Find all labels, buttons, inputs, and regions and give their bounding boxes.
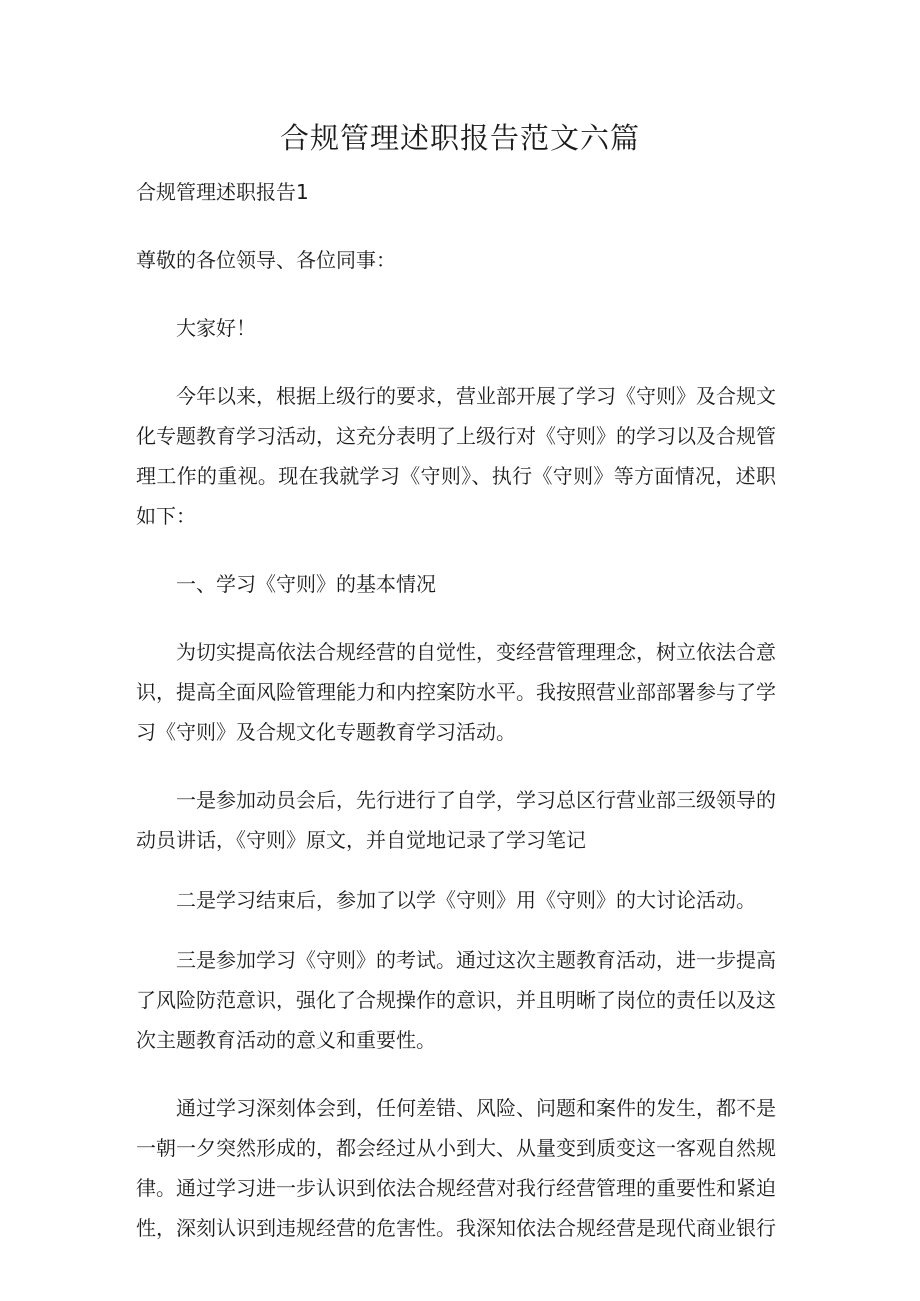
document-body (136, 172, 776, 1248)
body-paragraph: 三是参加学习《守则》的考试。通过这次主题教育活动，进一步提高了风险防范意识，强化了合规操作的意识，并且明晰了岗位的责任以及这次主题教育活动的意义和重要性。 (136, 948, 776, 1052)
greeting-paragraph: 大家好！ (176, 316, 256, 340)
body-paragraph: 通过学习深刻体会到，任何差错、风险、问题和案件的发生，都不是一朝一夕突然形成的，都会经过从小到大、从量变到质变这一客观自然规律。通过学习进一步认识到依法合规经营对我行经营管理的重要性和紧迫性，深刻认识到违规经营的危害性。我深知依法合规经营是现代商业银行 (136, 1096, 776, 1240)
document-title: 合规管理述职报告范文六篇 (279, 121, 640, 155)
intro-paragraph: 今年以来，根据上级行的要求，营业部开展了学习《守则》及合规文化专题教育学习活动，这充分表明了上级行对《守则》的学习以及合规管理工作的重视。现在我就学习《守则》、执行《守则》等方面情况，述职如下： (136, 384, 776, 528)
body-paragraph: 二是学习结束后，参加了以学《守则》用《守则》的大讨论活动。 (176, 888, 756, 912)
body-paragraph: 为切实提高依法合规经营的自觉性，变经营管理理念，树立依法合意识，提高全面风险管理能力和内控案防水平。我按照营业部部署参与了学习《守则》及合规文化专题教育学习活动。 (136, 640, 776, 744)
body-paragraph: 一是参加动员会后，先行进行了自学，学习总区行营业部三级领导的动员讲话，《守则》原文，并自觉地记录了学习笔记 (136, 788, 776, 852)
report-subtitle: 合规管理述职报告1 (136, 180, 309, 204)
section-heading: 一、学习《守则》的基本情况 (176, 572, 436, 596)
salutation: 尊敬的各位领导、各位同事： (136, 248, 396, 272)
